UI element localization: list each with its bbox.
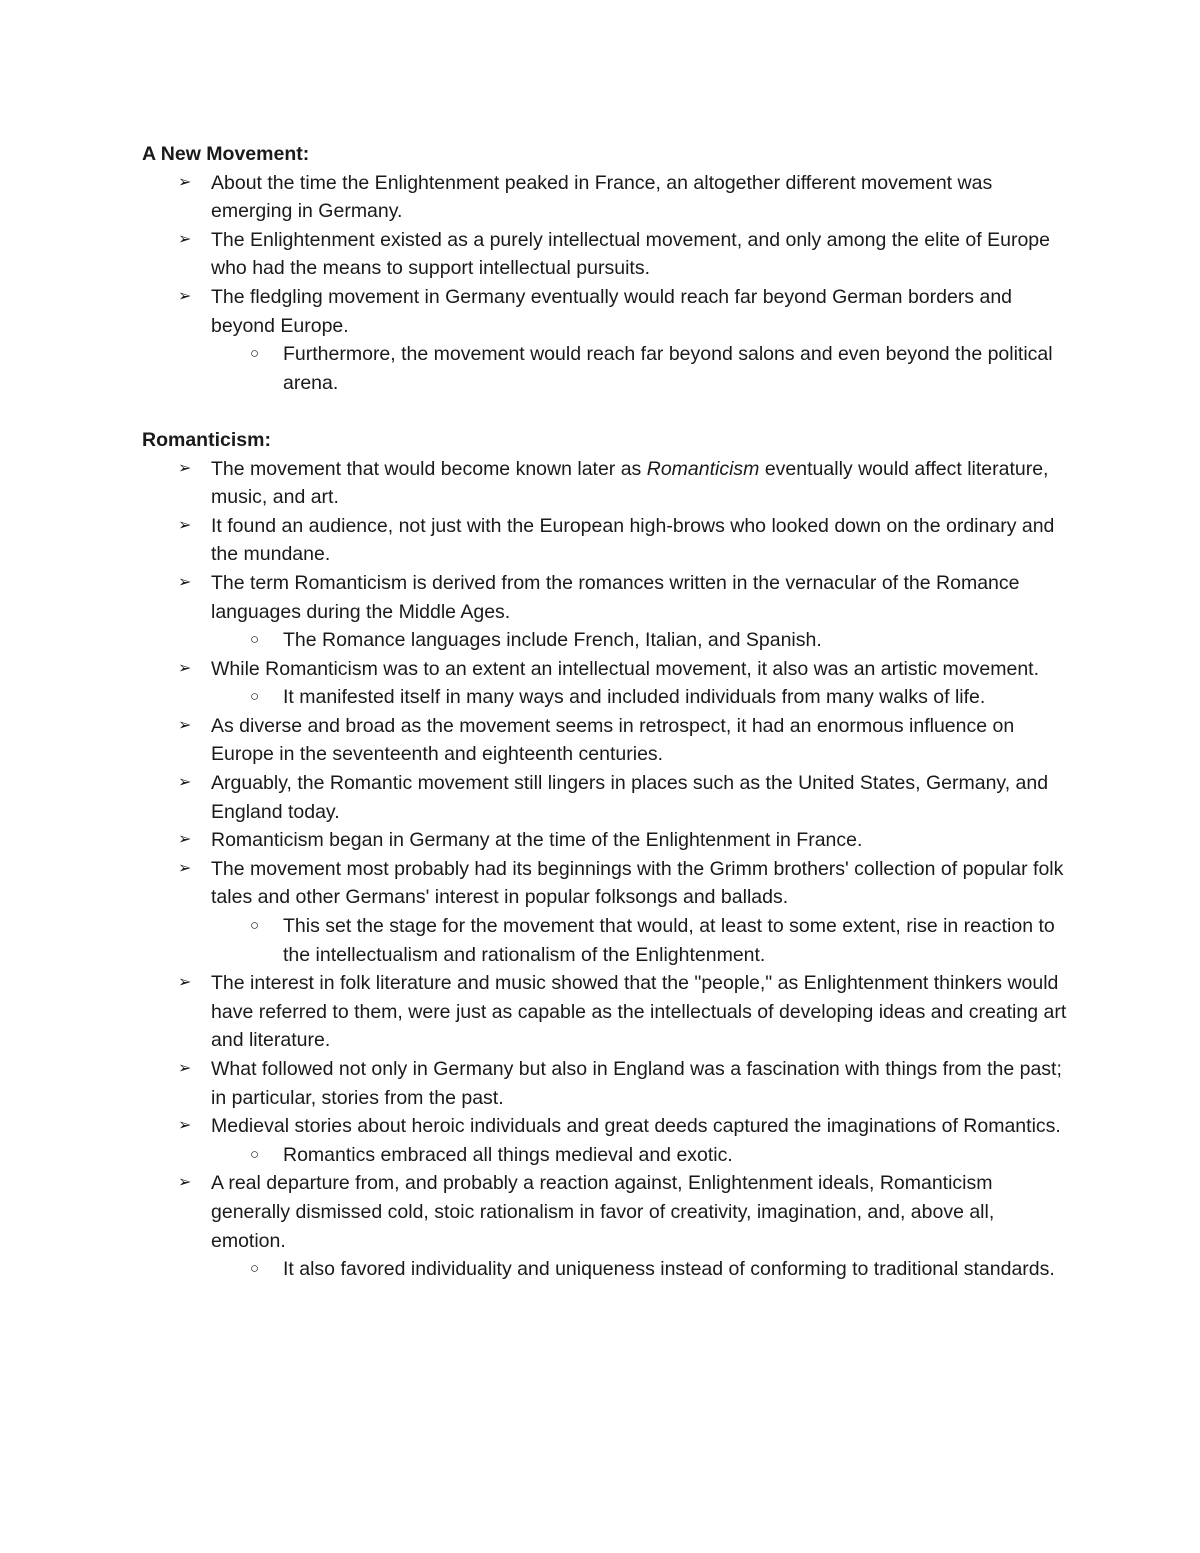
- italic-term: Romanticism: [646, 457, 760, 480]
- bullet-text: [283, 1258, 1055, 1280]
- bullet-item: [142, 855, 1072, 912]
- bullet-text: [283, 343, 1053, 394]
- text-run: The fledgling movement in Germany eventually would reach far beyond German borders and beyond Europe.: [211, 285, 1013, 337]
- bullet-item: [142, 1169, 1072, 1255]
- arrow-bullet-icon: ➢: [178, 173, 192, 191]
- arrow-bullet-icon: ➢: [178, 659, 192, 677]
- text-run: The Enlightenment existed as a purely intellectual movement, and only among the elite of Europe who had the means to support intellectual pursuits.: [211, 228, 1050, 280]
- text-run: Arguably, the Romantic movement still lingers in places such as the United States, Germany, and England today.: [211, 772, 1049, 823]
- bullet-text: [211, 572, 1020, 623]
- circle-bullet-icon: ○: [250, 688, 260, 706]
- bullet-text: [211, 658, 1039, 680]
- bullet-text: [211, 286, 1012, 337]
- text-run: Romanticism began in Germany at the time of the Enlightenment in France.: [211, 829, 863, 852]
- document-page: [142, 140, 1072, 1284]
- circle-bullet-icon: ○: [250, 345, 260, 363]
- text-run: It manifested itself in many ways and included individuals from many walks of life.: [283, 686, 986, 709]
- section-heading: Romanticism:: [142, 428, 271, 451]
- arrow-bullet-icon: ➢: [178, 831, 192, 849]
- arrow-bullet-icon: ➢: [178, 1117, 192, 1135]
- bullet-text: [211, 1115, 1061, 1137]
- bullet-text: [211, 458, 1048, 509]
- bullet-item: [142, 569, 1072, 626]
- bullet-item: [142, 226, 1072, 283]
- bullet-text: [211, 829, 862, 851]
- text-run: About the time the Enlightenment peaked in France, an altogether different movement was emerging in Germany.: [211, 171, 993, 223]
- circle-bullet-icon: ○: [250, 631, 260, 649]
- text-run: Medieval stories about heroic individuals and great deeds captured the imaginations of Romantics.: [211, 1115, 1061, 1138]
- text-run: Furthermore, the movement would reach far beyond salons and even beyond the political arena.: [283, 343, 1053, 394]
- text-run: Romantics embraced all things medieval and exotic.: [283, 1143, 733, 1166]
- bullet-item: [142, 969, 1072, 1055]
- sub-bullet-item: [142, 683, 1072, 712]
- arrow-bullet-icon: ➢: [178, 573, 192, 591]
- bullet-item: [142, 1112, 1072, 1141]
- bullet-text: [211, 1058, 1062, 1109]
- text-run: The movement that would become known later as: [211, 457, 647, 480]
- arrow-bullet-icon: ➢: [178, 230, 192, 248]
- text-run: This set the stage for the movement that would, at least to some extent, rise in reaction to the intellectualism and rationalism of the Enlightenment.: [283, 915, 1055, 966]
- sub-bullet-item: [142, 626, 1072, 655]
- circle-bullet-icon: ○: [250, 1145, 260, 1163]
- text-run: eventually would affect literature, music, and art.: [211, 457, 1049, 509]
- sub-bullet-item: [142, 1141, 1072, 1170]
- text-run: The Romance languages include French, Italian, and Spanish.: [283, 629, 822, 652]
- arrow-bullet-icon: ➢: [178, 1174, 192, 1192]
- bullet-text: [211, 715, 1014, 766]
- bullet-text: [211, 1172, 994, 1251]
- circle-bullet-icon: ○: [250, 1260, 260, 1278]
- arrow-bullet-icon: ➢: [178, 774, 192, 792]
- text-run: What followed not only in Germany but also in England was a fascination with things from the past; in particular, stories from the past.: [211, 1058, 1062, 1109]
- arrow-bullet-icon: ➢: [178, 974, 192, 992]
- text-run: A real departure from, and probably a reaction against, Enlightenment ideals, Romanticism generally dismissed cold, stoic rationalism in favor of creativity, imagination, and, above all, emotion.: [211, 1172, 995, 1252]
- bullet-text: [211, 772, 1048, 823]
- text-run: The interest in folk literature and music showed that the "people," as Enlightenment thinkers would have referred to them, were just as capable as the intellectuals of developing ideas and creating art and literature.: [211, 972, 1067, 1052]
- bullet-list: [142, 455, 1072, 1284]
- bullet-item: [142, 655, 1072, 684]
- arrow-bullet-icon: ➢: [178, 859, 192, 877]
- section-heading: A New Movement:: [142, 143, 310, 165]
- bullet-text: [211, 229, 1050, 280]
- sub-bullet-item: [142, 1255, 1072, 1284]
- sub-bullet-item: [142, 912, 1072, 969]
- bullet-text: [211, 172, 992, 223]
- arrow-bullet-icon: ➢: [178, 516, 192, 534]
- arrow-bullet-icon: ➢: [178, 459, 192, 477]
- bullet-item: [142, 1055, 1072, 1112]
- text-run: It also favored individuality and uniqueness instead of conforming to traditional standards.: [283, 1258, 1055, 1281]
- bullet-text: [211, 972, 1066, 1051]
- bullet-item: [142, 455, 1072, 512]
- bullet-item: [142, 169, 1072, 226]
- sub-bullet-item: [142, 340, 1072, 397]
- bullet-text: [211, 858, 1063, 909]
- text-run: It found an audience, not just with the European high-brows who looked down on the ordinary and the mundane.: [211, 514, 1055, 566]
- bullet-list: [142, 169, 1072, 398]
- bullet-item: [142, 512, 1072, 569]
- text-run: The term Romanticism is derived from the romances written in the vernacular of the Romance languages during the Middle Ages.: [211, 571, 1020, 623]
- bullet-item: [142, 769, 1072, 826]
- bullet-item: [142, 712, 1072, 769]
- text-run: While Romanticism was to an extent an intellectual movement, it also was an artistic movement.: [211, 657, 1040, 680]
- bullet-text: [283, 686, 985, 708]
- document-section: [142, 426, 1072, 1284]
- arrow-bullet-icon: ➢: [178, 1060, 192, 1077]
- bullet-text: [283, 1144, 733, 1166]
- bullet-text: [283, 629, 822, 651]
- text-run: As diverse and broad as the movement seems in retrospect, it had an enormous influence on Europe in the seventeenth and eighteenth centuries.: [211, 714, 1015, 766]
- text-run: The movement most probably had its beginnings with the Grimm brothers' collection of popular folk tales and other Germans' interest in popular folksongs and ballads.: [211, 857, 1064, 909]
- bullet-text: [283, 915, 1055, 966]
- arrow-bullet-icon: ➢: [178, 716, 192, 734]
- circle-bullet-icon: ○: [250, 917, 260, 935]
- bullet-item: [142, 283, 1072, 340]
- bullet-item: [142, 826, 1072, 855]
- document-section: [142, 140, 1072, 397]
- arrow-bullet-icon: ➢: [178, 287, 192, 305]
- bullet-text: [211, 515, 1054, 566]
